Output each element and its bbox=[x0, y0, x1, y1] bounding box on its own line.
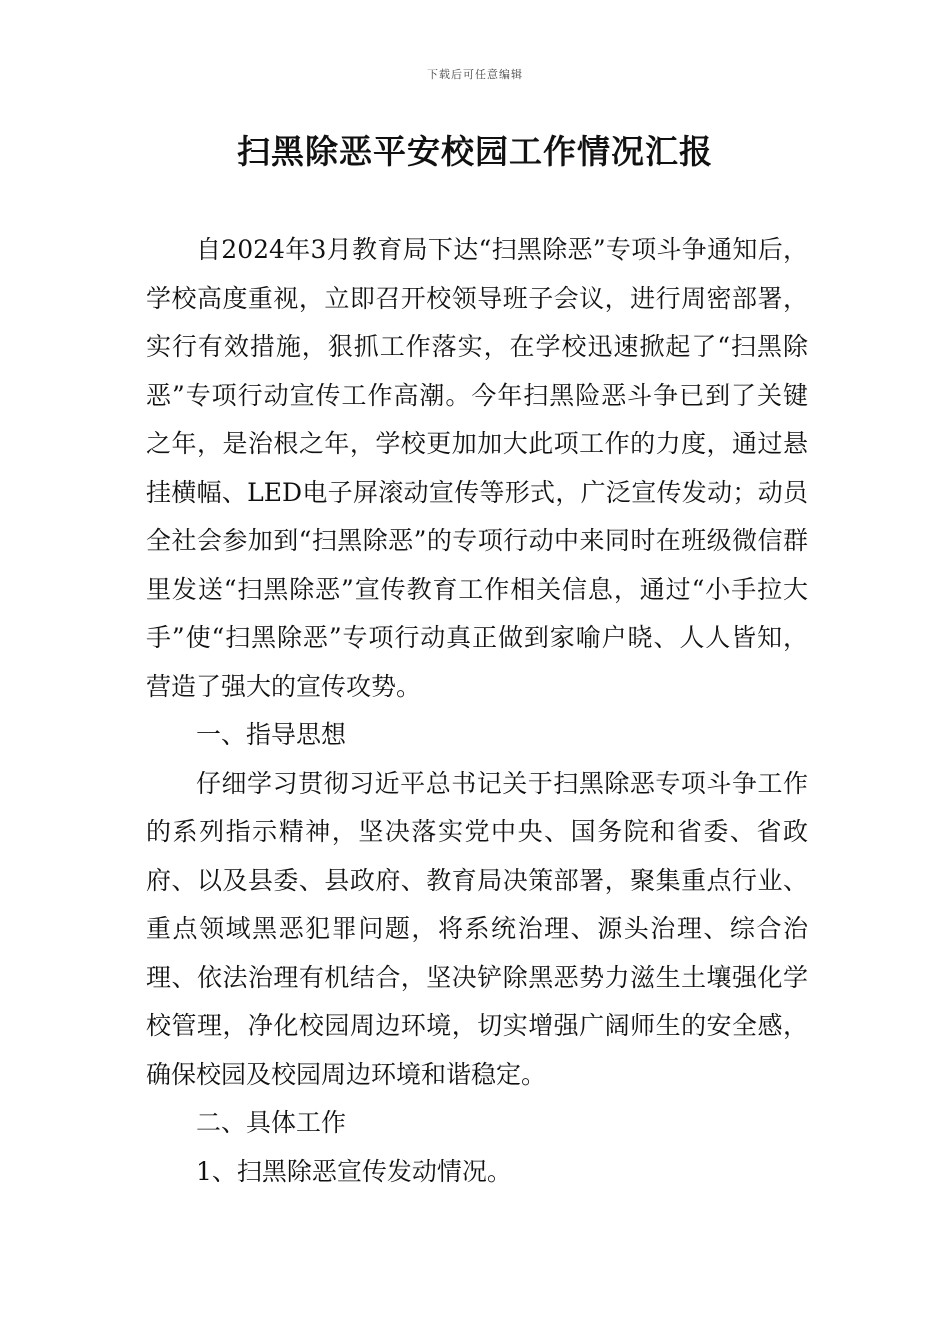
intro-paragraph: 自2024年3月教育局下达“扫黑除恶”专项斗争通知后，学校高度重视，立即召开校领导班子会议，进行周密部署，实行有效措施，狠抓工作落实，在学校迅速掀起了“扫黑除恶”专项行动宣传工作高潮。今年扫黑险恶斗争已到了关键之年，是治根之年，学校更加加大此项工作的力度，通过悬挂横幅、LED电子屏滚动宣传等形式，广泛宣传发动；动员全社会参加到“扫黑除恶”的专项行动中来同时在班级微信群里发送“扫黑除恶”宣传教育工作相关信息，通过“小手拉大手”使“扫黑除恶”专项行动真正做到家喻户晓、人人皆知，营造了强大的宣传攻势。 bbox=[146, 235, 808, 701]
guiding-ideology-paragraph: 仔细学习贯彻习近平总书记关于扫黑除恶专项斗争工作的系列指示精神，坚决落实党中央、国务院和省委、省政府、以及县委、县政府、教育局决策部署，聚集重点行业、重点领域黑恶犯罪问题，将系统治理、源头治理、综合治理、依法治理有机结合，坚决铲除黑恶势力滋生土壤强化学校管理，净化校园周边环境，切实增强广阔师生的安全感，确保校园及校园周边环境和谐稳定。 bbox=[146, 768, 808, 1089]
section-heading-guiding-ideology: 一、指导思想 bbox=[196, 720, 347, 749]
header-note: 下载后可任意编辑 bbox=[427, 68, 523, 81]
document-body bbox=[146, 226, 808, 1196]
subsection-heading-publicity: 1、扫黑除恶宣传发动情况。 bbox=[196, 1156, 512, 1186]
section-heading-specific-work: 二、具体工作 bbox=[196, 1108, 347, 1137]
document-title: 扫黑除恶平安校园工作情况汇报 bbox=[237, 132, 713, 171]
